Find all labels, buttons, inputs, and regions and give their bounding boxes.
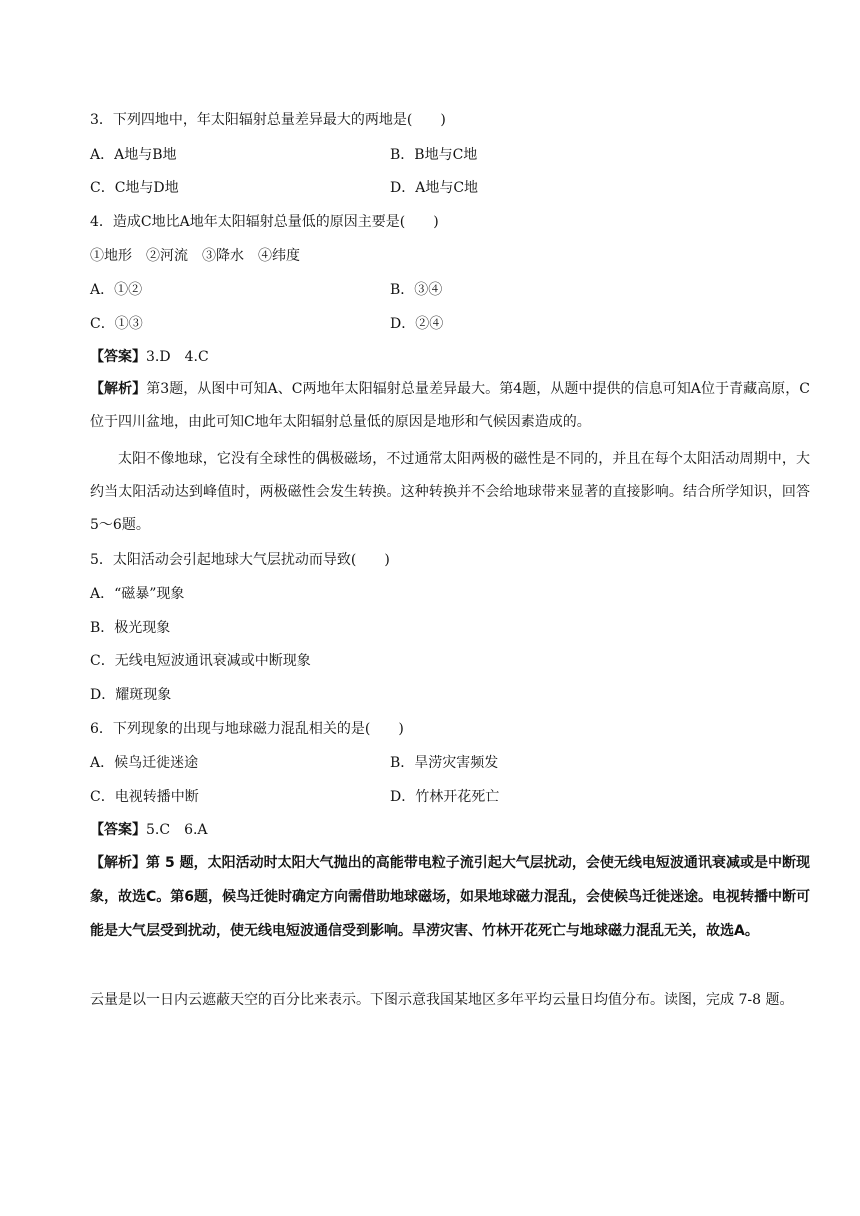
question-5-option-c: C．无线电短波通讯衰减或中断现象 xyxy=(90,653,311,669)
answer-text: 5.C 6.A xyxy=(146,822,208,838)
option-b: B．旱涝灾害频发 xyxy=(390,755,499,771)
option-d: D．A地与C地 xyxy=(390,180,479,196)
answer-tag: 【答案】 xyxy=(90,349,146,365)
question-5-option-a: A．“磁暴”现象 xyxy=(90,586,185,602)
explanation-tag: 【解析】 xyxy=(90,381,147,397)
question-4-stem: 4．造成C地比A地年太阳辐射总量低的原因主要是( ) xyxy=(90,214,439,230)
question-3-stem: 3．下列四地中，年太阳辐射总量差异最大的两地是( ) xyxy=(90,112,446,128)
answer-3-4 xyxy=(90,347,209,367)
question-5-stem: 5．太阳活动会引起地球大气层扰动而导致( ) xyxy=(90,552,390,568)
explanation-text: 第3题，从图中可知A、C两地年太阳辐射总量差异最大。第4题，从题中提供的信息可知A位于青藏高原，C位于四川盆地，由此可知C地年太阳辐射总量低的原因是地形和气候因素造成的。 xyxy=(90,381,810,430)
option-a: A．候鸟迁徙迷途 xyxy=(90,755,199,771)
explanation-tag: 【解析】 xyxy=(90,855,147,871)
question-3-options-row-1 xyxy=(90,145,790,165)
option-b: B．B地与C地 xyxy=(390,147,478,163)
question-6-options-row-1 xyxy=(90,753,790,773)
option-d: D．竹林开花死亡 xyxy=(390,789,500,805)
answer-tag: 【答案】 xyxy=(90,822,146,838)
explanation-3-4 xyxy=(90,373,810,439)
option-c: C．C地与D地 xyxy=(90,180,179,196)
option-d: D．②④ xyxy=(390,316,444,332)
option-b: B．③④ xyxy=(390,282,443,298)
explanation-text: 第 5 题，太阳活动时太阳大气抛出的高能带电粒子流引起大气层扰动，会使无线电短波通讯衰减或是中断现象，故选C。第6题，候鸟迁徙时确定方向需借助地球磁场，如果地球磁力混乱，会使候鸟迁徙迷途。电视转播中断可能是大气层受到扰动，使无线电短波通信受到影响。旱涝灾害、竹林开花死亡与地球磁力混乱无关，故选A。 xyxy=(90,855,811,939)
answer-5-6 xyxy=(90,820,208,840)
question-4-factors: ①地形 ②河流 ③降水 ④纬度 xyxy=(90,248,300,264)
question-5-option-b: B．极光现象 xyxy=(90,620,171,636)
explanation-5-6 xyxy=(90,846,810,948)
option-a: A．①② xyxy=(90,282,143,298)
option-c: C．电视转播中断 xyxy=(90,789,199,805)
option-c: C．①③ xyxy=(90,316,143,332)
question-5-option-d: D．耀斑现象 xyxy=(90,687,172,703)
question-6-options-row-2 xyxy=(90,787,790,807)
answer-text: 3.D 4.C xyxy=(146,349,209,365)
question-6-stem: 6．下列现象的出现与地球磁力混乱相关的是( ) xyxy=(90,721,404,737)
question-4-options-row-2 xyxy=(90,314,790,334)
passage-5-6: 太阳不像地球，它没有全球性的偶极磁场，不过通常太阳两极的磁性是不同的，并且在每个太阳活动周期中，大约当太阳活动达到峰值时，两极磁性会发生转换。这种转换并不会给地球带来显著的直接影响。结合所学知识，回答5～6题。 xyxy=(90,451,810,533)
question-4-options-row-1 xyxy=(90,280,790,300)
passage-7-8: 云量是以一日内云遮蔽天空的百分比来表示。下图示意我国某地区多年平均云量日均值分布。读图，完成 7-8 题。 xyxy=(90,992,794,1008)
option-a: A．A地与B地 xyxy=(90,147,177,163)
question-3-options-row-2 xyxy=(90,178,790,198)
